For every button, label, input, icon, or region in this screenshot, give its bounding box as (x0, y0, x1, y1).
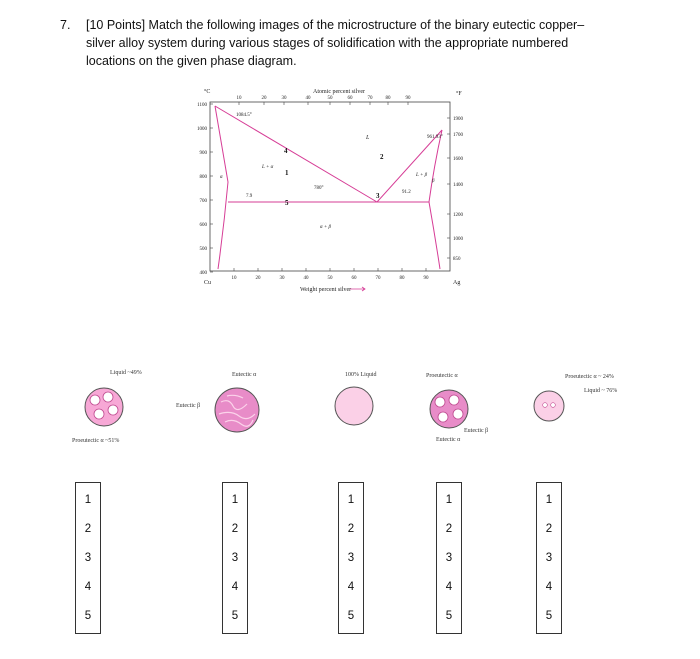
ag-melt-label: 961.93° (427, 135, 443, 140)
solvus-left (218, 182, 228, 269)
micrograph-2-label-eutectic-alpha: Eutectic α (232, 372, 257, 378)
left-unit: °C (204, 89, 211, 95)
answer-option[interactable]: 1 (231, 493, 239, 506)
right-tick-label: 1000 (453, 237, 463, 242)
micrograph-3-label-liquid: 100% Liquid (345, 372, 377, 378)
answer-option[interactable]: 4 (545, 581, 553, 594)
micrograph-4-label-eutectic-alpha: Eutectic α (436, 437, 461, 443)
right-unit: °F (456, 91, 462, 97)
ag-label: Ag (453, 280, 461, 286)
answer-option[interactable]: 2 (231, 522, 239, 535)
bottom-tick-label: 50 (327, 276, 333, 281)
answer-option[interactable]: 4 (84, 581, 92, 594)
cu-melt-label: 1084.5° (236, 113, 252, 118)
right-tick-label: 1700 (453, 133, 463, 138)
bottom-tick-label: 40 (303, 276, 309, 281)
micrograph-2-label-eutectic-beta: Eutectic β (176, 403, 201, 409)
question-text: [10 Points] Match the following images of the microstructure of the binary eutectic copper–silver alloy system during various stages of solidification with the appropriate numbered locations on the given phase diagram. (86, 18, 585, 68)
bottom-tick-label: 10 (231, 276, 237, 281)
answer-option[interactable]: 1 (84, 493, 92, 506)
bottom-tick-label: 30 (279, 276, 285, 281)
micrograph-4-label-eutectic-beta: Eutectic β (464, 428, 489, 434)
right-tick-label: 1600 (453, 157, 463, 162)
left-tick-label: 1100 (197, 103, 207, 108)
answer-option[interactable]: 5 (231, 610, 239, 623)
solidus-right (429, 130, 442, 202)
micrograph-5 (532, 389, 566, 423)
cu-label: Cu (204, 280, 212, 286)
top-tick-label: 40 (305, 96, 311, 101)
micrograph-3 (333, 385, 375, 427)
answer-option[interactable]: 4 (231, 581, 239, 594)
answer-option[interactable]: 5 (445, 610, 453, 623)
micrograph-4-label-proeutectic: Proeutectic α (426, 373, 458, 379)
answer-option[interactable]: 3 (84, 551, 92, 564)
answer-option[interactable]: 3 (445, 551, 453, 564)
answer-option[interactable]: 2 (347, 522, 355, 535)
phase-diagram (180, 86, 480, 298)
alpha-beta-region-label: α + β (320, 225, 331, 230)
point-5: 5 (285, 199, 289, 207)
right-tick-label: 1900 (453, 117, 463, 122)
top-tick-label: 60 (347, 96, 353, 101)
bottom-tick-label: 20 (255, 276, 261, 281)
answer-option[interactable]: 3 (231, 551, 239, 564)
bottom-tick-label: 60 (351, 276, 357, 281)
bottom-axis-ticks (232, 268, 430, 281)
right-axis-ticks (447, 117, 464, 262)
solvus-right (429, 202, 440, 269)
top-axis-title: Atomic percent silver (313, 89, 365, 95)
beta-region-label: β (432, 179, 435, 184)
left-tick-label: 500 (199, 247, 207, 252)
liquidus-left (215, 106, 377, 202)
answer-box-3[interactable] (338, 482, 364, 634)
l-alpha-region-label: L + α (262, 165, 274, 170)
answer-option[interactable]: 4 (445, 581, 453, 594)
plot-frame (210, 102, 450, 271)
answer-option[interactable]: 2 (84, 522, 92, 535)
top-tick-label: 20 (261, 96, 267, 101)
answer-option[interactable]: 5 (347, 610, 355, 623)
left-tick-label: 600 (199, 223, 207, 228)
answer-option[interactable]: 2 (545, 522, 553, 535)
point-1: 1 (285, 169, 289, 177)
micrograph-4 (428, 388, 470, 430)
bottom-tick-label: 90 (423, 276, 429, 281)
answer-box-4[interactable] (436, 482, 462, 634)
bottom-tick-label: 80 (399, 276, 405, 281)
l-beta-region-label: L + β (416, 173, 428, 178)
x-axis-arrow (350, 287, 365, 291)
top-axis-ticks (237, 96, 412, 105)
eutectic-temp-label: 780° (314, 186, 324, 191)
micrograph-1 (83, 386, 125, 428)
micrograph-1-label-liquid: Liquid ~49% (110, 370, 142, 376)
top-tick-label: 10 (236, 96, 242, 101)
liquid-region-label: L (366, 135, 370, 141)
alpha-region-label: α (220, 175, 223, 180)
point-2: 2 (380, 153, 384, 161)
top-tick-label: 80 (385, 96, 391, 101)
left-tick-label: 1000 (197, 127, 207, 132)
right-tick-label: 1200 (453, 213, 463, 218)
x-axis-title: Weight percent silver (300, 287, 352, 293)
eutectic-left-label: 7.9 (246, 194, 253, 199)
micrograph-2 (213, 386, 261, 434)
answer-box-2[interactable] (222, 482, 248, 634)
eutectic-right-label: 91.2 (402, 190, 411, 195)
bottom-tick-label: 70 (375, 276, 381, 281)
micrograph-5-label-liquid: Liquid ~ 76% (584, 388, 618, 394)
top-tick-label: 90 (405, 96, 411, 101)
answer-option[interactable]: 3 (545, 551, 553, 564)
answer-option[interactable]: 5 (545, 610, 553, 623)
question-number: 7. (60, 18, 71, 32)
answer-option[interactable]: 4 (347, 581, 355, 594)
left-tick-label: 700 (199, 199, 207, 204)
answer-option[interactable]: 1 (545, 493, 553, 506)
top-tick-label: 70 (367, 96, 373, 101)
answer-option[interactable]: 3 (347, 551, 355, 564)
micrograph-5-label-proeutectic: Proeutectic α ~ 24% (565, 374, 614, 380)
micrograph-1-label-proeutectic: Proeutectic α ~51% (72, 438, 120, 444)
answer-box-1[interactable] (75, 482, 101, 634)
top-tick-label: 50 (327, 96, 333, 101)
answer-option[interactable]: 1 (347, 493, 355, 506)
answer-box-5[interactable] (536, 482, 562, 634)
solidus-left (215, 106, 228, 182)
point-3: 3 (376, 192, 380, 200)
right-tick-label: 850 (453, 257, 461, 262)
answer-option[interactable]: 5 (84, 610, 92, 623)
point-4: 4 (284, 147, 288, 155)
left-tick-label: 400 (199, 271, 207, 276)
top-tick-label: 30 (281, 96, 287, 101)
left-tick-label: 800 (199, 175, 207, 180)
answer-option[interactable]: 1 (445, 493, 453, 506)
right-tick-label: 1400 (453, 183, 463, 188)
left-axis-ticks (197, 103, 213, 276)
left-tick-label: 900 (199, 151, 207, 156)
answer-option[interactable]: 2 (445, 522, 453, 535)
